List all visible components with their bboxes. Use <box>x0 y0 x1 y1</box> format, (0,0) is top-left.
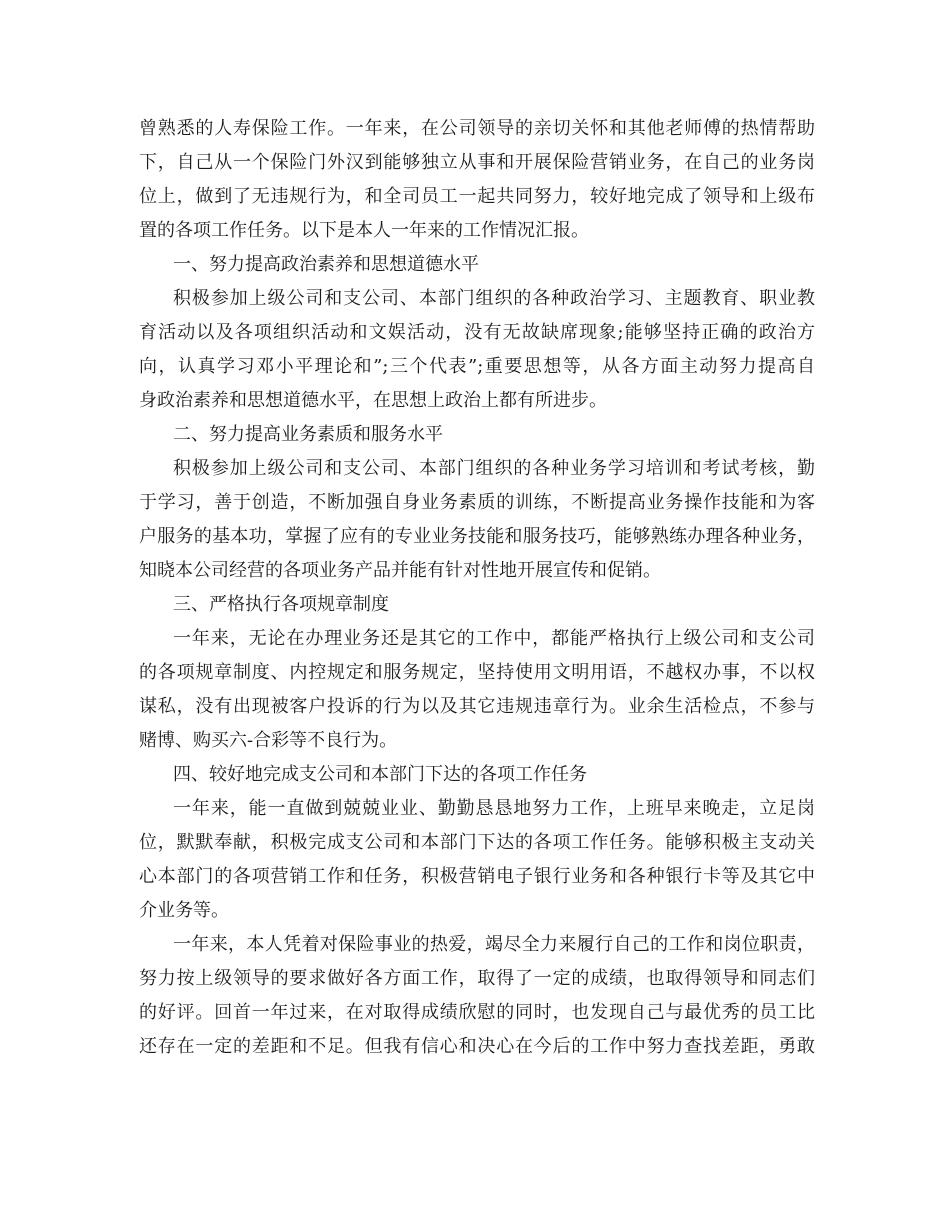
text-line: 谋私，没有出现被客户投诉的行为以及其它违规违章行为。业余生活检点，不参与 <box>139 696 815 717</box>
text-line: 积极参加上级公司和支公司、本部门组织的各种业务学习培训和考试考核，勤 <box>173 458 815 479</box>
text-line: 一、努力提高政治素养和思想道德水平 <box>173 254 479 275</box>
text-line: 的好评。回首一年过来，在对取得成绩欣慰的同时，也发现自己与最优秀的员工比 <box>139 1002 815 1023</box>
text-line: 向，认真学习邓小平理论和”;三个代表”;重要思想等，从各方面主动努力提高自 <box>139 356 815 377</box>
text-line: 四、较好地完成支公司和本部门下达的各项工作任务 <box>173 764 587 785</box>
text-line: 曾熟悉的人寿保险工作。一年来，在公司领导的亲切关怀和其他老师傅的热情帮助 <box>139 118 815 139</box>
text-line: 还存在一定的差距和不足。但我有信心和决心在今后的工作中努力查找差距，勇敢 <box>139 1036 815 1057</box>
text-line: 位，默默奉献，积极完成支公司和本部门下达的各项工作任务。能够积极主支动关 <box>139 832 815 853</box>
text-line: 位上，做到了无违规行为，和全司员工一起共同努力，较好地完成了领导和上级布 <box>139 186 815 207</box>
text-line: 的各项规章制度、内控规定和服务规定，坚持使用文明用语，不越权办事，不以权 <box>139 662 815 683</box>
text-line: 一年来，无论在办理业务还是其它的工作中，都能严格执行上级公司和支公司 <box>173 628 815 649</box>
text-line: 心本部门的各项营销工作和任务，积极营销电子银行业务和各种银行卡等及其它中 <box>139 866 815 887</box>
text-line: 下，自己从一个保险门外汉到能够独立从事和开展保险营销业务，在自己的业务岗 <box>139 152 815 173</box>
text-line: 一年来，能一直做到兢兢业业、勤勤恳恳地努力工作，上班早来晚走，立足岗 <box>173 798 815 819</box>
text-line: 户服务的基本功，掌握了应有的专业业务技能和服务技巧，能够熟练办理各种业务， <box>139 526 815 547</box>
text-line: 积极参加上级公司和支公司、本部门组织的各种政治学习、主题教育、职业教 <box>173 288 815 309</box>
text-line: 三、严格执行各项规章制度 <box>173 594 389 615</box>
text-line: 育活动以及各项组织活动和文娱活动，没有无故缺席现象;能够坚持正确的政治方 <box>139 322 815 343</box>
text-line: 知晓本公司经营的各项业务产品并能有针对性地开展宣传和促销。 <box>139 560 661 581</box>
text-line: 努力按上级领导的要求做好各方面工作，取得了一定的成绩，也取得领导和同志们 <box>139 968 815 989</box>
text-line: 介业务等。 <box>139 900 229 921</box>
text-line: 身政治素养和思想道德水平，在思想上政治上都有所进步。 <box>139 390 607 411</box>
text-line: 一年来，本人凭着对保险事业的热爱，竭尽全力来履行自己的工作和岗位职责， <box>173 934 815 955</box>
text-line: 置的各项工作任务。以下是本人一年来的工作情况汇报。 <box>139 220 589 241</box>
document-body <box>139 112 815 1064</box>
text-line: 于学习，善于创造，不断加强自身业务素质的训练，不断提高业务操作技能和为客 <box>139 492 815 513</box>
text-line: 赌博、购买六-合彩等不良行为。 <box>139 730 398 751</box>
text-line: 二、努力提高业务素质和服务水平 <box>173 424 443 445</box>
